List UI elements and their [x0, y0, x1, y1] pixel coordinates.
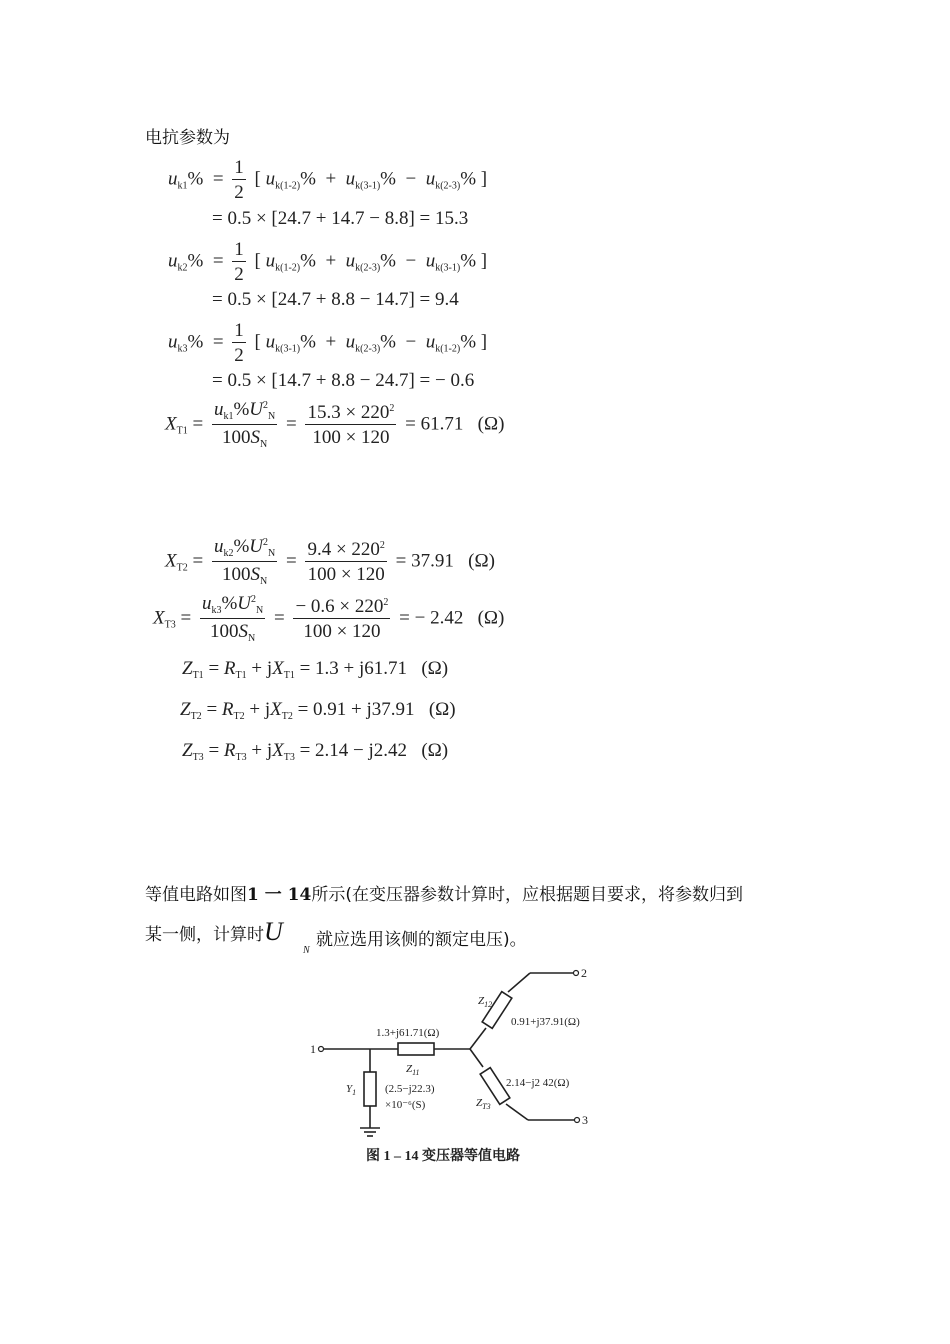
uk2-equation: $u_{k2}\%$ = $\frac{1}{2}$ [ $u_{k(1-2)}\% + u_{k(2-3)}\% - u_{k(3-1)}\%$ ] [168, 239, 488, 285]
paragraph-line-2: 某一侧，计算时U [145, 917, 283, 946]
paragraph-line-2-end: 就应选用该侧的额定电压)。 [316, 930, 527, 950]
zt2-equation: $Z_{T2} = R_{T2} + jX_{T2} = 0.91 + j37.91$ (Ω) [180, 699, 456, 722]
node-1-terminal [319, 1047, 324, 1052]
z11-impedance-box [398, 1043, 434, 1055]
z11-value-label: 1.3+j61.71(Ω) [376, 1027, 440, 1039]
zt3-value-label: 2.14−j2 42(Ω) [506, 1077, 570, 1089]
figure-caption: 图 1 – 14 变压器等值电路 [366, 1149, 520, 1164]
y1-value-line-1: (2.5−j22.3) [385, 1083, 435, 1095]
node-3-label: 3 [582, 1113, 588, 1127]
node-2-terminal [574, 971, 579, 976]
xt3-equation: $X_{T3}$ = $\frac{u_{k3}\%U^2_N}{100S_N}$ = $\frac{- 0.6 \times 220^2}{100 \times 120}$ = − 2.42 (Ω) [153, 593, 505, 644]
figure-reference: 1 一 14 [247, 885, 312, 905]
zt1-equation: $Z_{T1} = R_{T1} + jX_{T1} = 1.3 + j61.71$ (Ω) [182, 658, 449, 681]
paragraph-line-1: 等值电路如图1 一 14所示(在变压器参数计算时，应根据题目要求，将参数归到 [145, 885, 743, 905]
y1-admittance-box [364, 1072, 376, 1106]
rated-voltage-symbol: U [264, 917, 283, 946]
zt3-equation: $Z_{T3} = R_{T3} + jX_{T3} = 2.14 - j2.42$ (Ω) [182, 740, 449, 763]
node-2-label: 2 [581, 966, 587, 980]
y1-label: $Y_1$ [346, 1083, 357, 1097]
uk1-result: = 0.5 × [24.7 + 14.7 − 8.8] = 15.3 [212, 208, 469, 229]
z11-label: $Z_{11}$ [406, 1063, 420, 1077]
uk3-result: = 0.5 × [14.7 + 8.8 − 24.7] = − 0.6 [212, 370, 475, 391]
rated-voltage-subscript: N [303, 945, 310, 956]
uk1-equation: $u_{k1}\%$ = $\frac{1}{2}$ [ $u_{k(1-2)}\% + u_{k(3-1)}\% - u_{k(2-3)}\%$ ] [168, 157, 488, 203]
node-3-terminal [575, 1118, 580, 1123]
zt3-label: $Z_{T3}$ [476, 1097, 491, 1111]
xt2-equation: $X_{T2}$ = $\frac{u_{k2}\%U^2_N}{100S_N}$ = $\frac{9.4 \times 220^2}{100 \times 120}$ = 37.91 (Ω) [165, 536, 495, 587]
xt1-equation: $X_{T1}$ = $\frac{u_{k1}\%U^2_N}{100S_N}$ = $\frac{15.3 \times 220^2}{100 \times 120}$ = 61.71 (Ω) [165, 399, 505, 450]
uk3-equation: $u_{k3}\%$ = $\frac{1}{2}$ [ $u_{k(3-1)}\% + u_{k(2-3)}\% - u_{k(1-2)}\%$ ] [168, 320, 488, 366]
z12-impedance-box [482, 992, 512, 1029]
z12-value-label: 0.91+j37.91(Ω) [511, 1016, 580, 1028]
section-heading: 电抗参数为 [145, 128, 230, 148]
node-1-label: 1 [310, 1042, 316, 1056]
uk2-result: = 0.5 × [24.7 + 8.8 − 14.7] = 9.4 [212, 289, 459, 310]
y1-value-line-2: ×10⁻⁶(S) [385, 1099, 426, 1111]
equivalent-circuit-diagram [300, 960, 620, 1170]
z12-label: $Z_{12}$ [478, 995, 493, 1009]
